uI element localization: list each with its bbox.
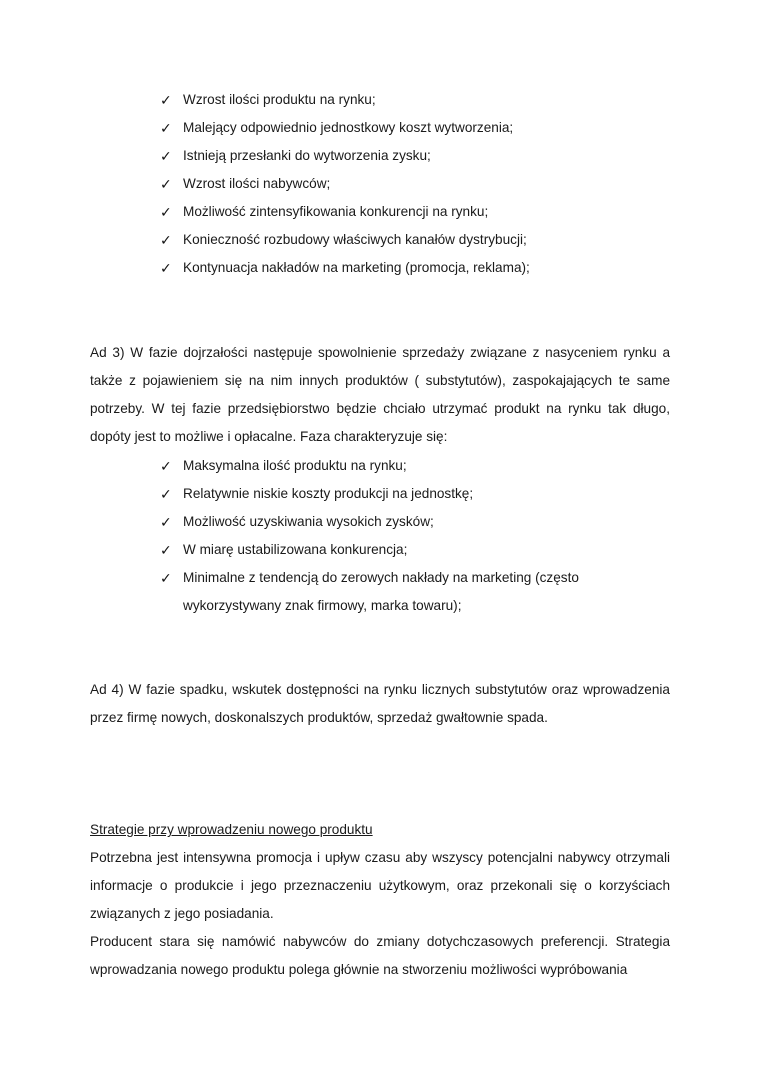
checkmark-icon: ✓ [160,120,172,136]
paragraph-ad3: Ad 3) W fazie dojrzałości następuje spowolnienie sprzedaży związane z nasyceniem rynku a także z pojawieniem się na nim innych produktów ( substytutów), zaspokajających te same potrzeby. W tej fazie przedsiębiorstwo będzie chciało utrzymać produkt na rynku tak długo, dopóty jest to możliwe i opłacalne. Faza charakteryzuje się: [90,345,670,444]
list-item: ✓ Wzrost ilości nabywców; [160,170,680,198]
list-item: ✓ Możliwość uzyskiwania wysokich zysków; [160,508,680,536]
list-item: ✓ W miarę ustabilizowana konkurencja; [160,536,680,564]
list-item: ✓ Malejący odpowiednio jednostkowy koszt wytworzenia; [160,114,680,142]
list-item: ✓ Maksymalna ilość produktu na rynku; [160,452,680,480]
paragraph-strategy-2: Producent stara się namówić nabywców do zmiany dotychczasowych preferencji. Strategia wprowadzania nowego produktu polega głównie na stworzeniu możliwości wypróbowania [90,934,670,977]
checkmark-icon: ✓ [160,232,172,248]
phase-maturity-list [160,452,680,620]
checkmark-icon: ✓ [160,570,172,586]
checkmark-icon: ✓ [160,260,172,276]
checkmark-icon: ✓ [160,204,172,220]
list-item: ✓ Istnieją przesłanki do wytworzenia zysku; [160,142,680,170]
paragraph-strategy-1: Potrzebna jest intensywna promocja i upływ czasu aby wszyscy potencjalni nabywcy otrzymali informacje o produkcie i jego przeznaczeniu użytkowym, oraz przekonali się o korzyściach związanych z jego posiadania. [90,850,670,921]
phase-growth-list [160,86,680,282]
checkmark-icon: ✓ [160,514,172,530]
list-item: ✓ Minimalne z tendencją do zerowych nakłady na marketing (często wykorzystywany znak firmowy, marka towaru); [160,564,680,620]
checkmark-icon: ✓ [160,92,172,108]
list-item: ✓ Kontynuacja nakładów na marketing (promocja, reklama); [160,254,680,282]
list-item: ✓ Relatywnie niskie koszty produkcji na jednostkę; [160,480,680,508]
checkmark-icon: ✓ [160,176,172,192]
checkmark-icon: ✓ [160,458,172,474]
list-item: ✓ Możliwość zintensyfikowania konkurencji na rynku; [160,198,680,226]
section-heading: Strategie przy wprowadzeniu nowego produktu [90,822,373,837]
list-item: ✓ Wzrost ilości produktu na rynku; [160,86,680,114]
checkmark-icon: ✓ [160,542,172,558]
checkmark-icon: ✓ [160,486,172,502]
list-item: ✓ Konieczność rozbudowy właściwych kanałów dystrybucji; [160,226,680,254]
checkmark-icon: ✓ [160,148,172,164]
paragraph-ad4: Ad 4) W fazie spadku, wskutek dostępności na rynku licznych substytutów oraz wprowadzenia przez firmę nowych, doskonalszych produktów, sprzedaż gwałtownie spada. [90,682,670,725]
